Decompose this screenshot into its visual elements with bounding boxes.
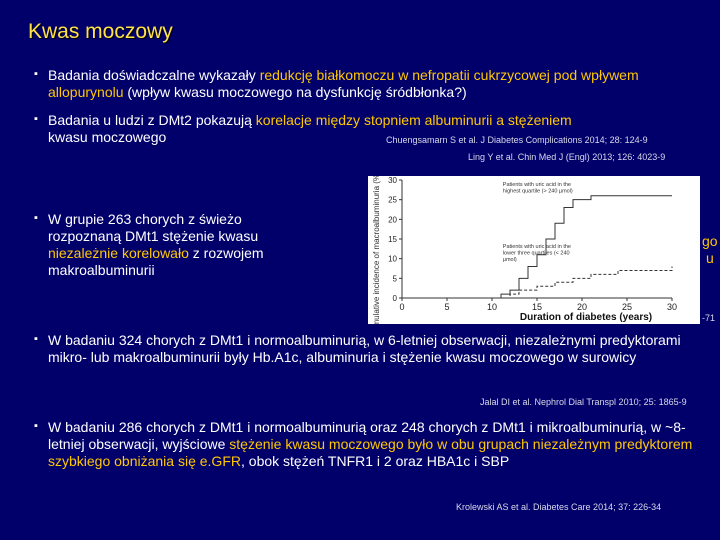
kaplan-meier-chart — [368, 176, 700, 324]
x-tick-label: 20 — [576, 302, 588, 312]
bullet-marker: ▪ — [34, 68, 38, 80]
reference-chuengsamarn: Chuengsamarn S et al. J Diabetes Complications 2014; 28: 124-9 — [386, 135, 648, 145]
reference-krolewski: Krolewski AS et al. Diabetes Care 2014; 37: 226-34 — [456, 502, 662, 512]
series-curve-2 — [402, 267, 672, 298]
y-tick-label: 20 — [388, 215, 397, 225]
bullet-5-highlight: stężenie kwasu moczowego było w obu grupach niezależnym predyktorem szybkiego obniżania się e.GFR — [48, 436, 693, 469]
x-tick-label: 25 — [621, 302, 633, 312]
legend-entry-2: Patients with uric acid in the lower three quartiles (< 240 µmol) — [502, 244, 571, 263]
bullet-5-post: , obok stężeń TNFR1 i 2 oraz HBA1c i SBP — [241, 453, 510, 469]
legend-entry-1: Patients with uric acid in the highest quartile (> 240 µmol) — [502, 182, 573, 195]
bullet-2-line-1 — [48, 112, 708, 129]
x-tick-label: 0 — [399, 302, 405, 312]
bullet-1-highlight: redukcję białkomoczu w nefropatii cukrzycowej pod wpływem allopurynolu — [48, 67, 639, 100]
bullet-marker: ▪ — [34, 420, 38, 432]
bullet-5-pre: W badaniu 286 chorych z DMt1 i normoalbuminurią oraz 248 chorych z DMt1 i mikroalbuminurią, w ~8-letniej obserwacji, wyjściowe — [48, 419, 686, 452]
bullet-1-post: (wpływ kwasu moczowego na dysfunkcję śródbłonka?) — [123, 84, 467, 100]
bullet-marker: ▪ — [34, 333, 38, 345]
truncated-text-u: u — [706, 250, 714, 266]
x-tick-label: 15 — [531, 302, 543, 312]
bullet-2-line-2: kwasu moczowego — [48, 129, 167, 145]
y-tick-label: 0 — [392, 294, 397, 303]
x-axis-label: Duration of diabetes (years) — [519, 312, 653, 323]
y-tick-label: 10 — [388, 254, 397, 264]
y-tick-label: 30 — [388, 176, 397, 185]
bullet-3-pre: W grupie 263 chorych z świeżo rozpoznaną DMt1 stężenie kwasu — [48, 211, 259, 244]
reference-ling: Ling Y et al. Chin Med J (Engl) 2013; 126: 4023-9 — [468, 152, 666, 162]
truncated-reference: -71 — [702, 313, 716, 323]
bullet-marker: ▪ — [34, 113, 38, 125]
bullet-3-text — [48, 211, 310, 279]
bullet-1-text — [48, 67, 688, 101]
bullet-4-text: W badaniu 324 chorych z DMt1 i normoalbuminurią, w 6-letniej obserwacji, niezależnymi predyktorami mikro- lub makroalbuminurii były Hb.A1c, albuminuria i stężenie kwasu moczowego w surowicy — [48, 332, 681, 365]
y-tick-label: 15 — [388, 235, 397, 244]
x-tick-label: 30 — [666, 302, 678, 312]
bullet-marker: ▪ — [34, 212, 38, 224]
chart-panel — [368, 176, 700, 324]
bullet-2-pre: Badania u ludzi z DMt2 pokazują — [48, 112, 256, 128]
reference-jalal: Jalal DI et al. Nephrol Dial Transpl 2010; 25: 1865-9 — [480, 397, 687, 407]
bullet-1-pre: Badania doświadczalne wykazały — [48, 67, 260, 83]
x-tick-label: 5 — [444, 302, 450, 312]
x-tick-label: 10 — [486, 302, 498, 312]
y-tick-label: 5 — [392, 274, 397, 284]
bullet-3-highlight: niezależnie korelowało — [48, 245, 189, 261]
y-axis-label: Cumulative incidence of macroalbuminuria (%) — [372, 176, 381, 324]
slide-title: Kwas moczowy — [28, 20, 173, 43]
bullet-3-post: z rozwojem makroalbuminurii — [48, 245, 264, 278]
y-tick-label: 25 — [388, 195, 397, 205]
bullet-2-highlight: korelacje między stopniem albuminurii a stężeniem — [255, 112, 572, 128]
bullet-5-text — [48, 419, 693, 470]
truncated-text-go: go — [702, 233, 718, 249]
